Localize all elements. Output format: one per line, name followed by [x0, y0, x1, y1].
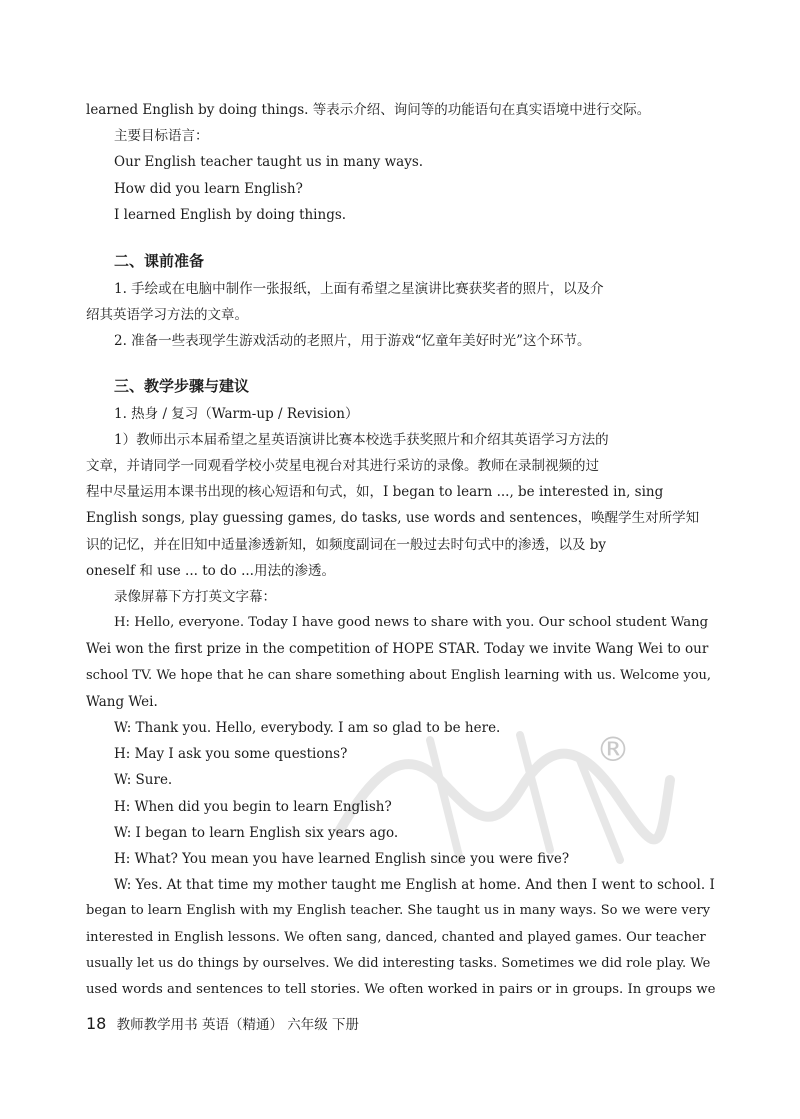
- step-paragraph-line: English songs, play guessing games, do tasks, use words and sentences，唤醒学生对所学知: [86, 510, 700, 527]
- dialogue-line: H: May I ask you some questions?: [114, 746, 348, 763]
- dialogue-line: H: Hello, everyone. Today I have good news to share with you. Our school student Wang: [114, 615, 709, 631]
- prep-item-line: 1. 手绘或在电脑中制作一张报纸，上面有希望之星演讲比赛获奖者的照片，以及介: [114, 281, 604, 298]
- intro-line: learned English by doing things. 等表示介绍、询问等的功能语句在真实语境中进行交际。: [86, 102, 651, 118]
- prep-item-line: 绍其英语学习方法的文章。: [86, 307, 248, 324]
- page-number: 18: [86, 1014, 107, 1033]
- prep-item-line: 2. 准备一些表现学生游戏活动的老照片，用于游戏“忆童年美好时光”这个环节。: [114, 333, 591, 350]
- dialogue-line: usually let us do things by ourselves. We did interesting tasks. Sometimes we did role play. We: [86, 955, 711, 971]
- dialogue-line: used words and sentences to tell stories. We often worked in pairs or in groups. In groups we: [86, 982, 716, 998]
- target-sentence: I learned English by doing things.: [114, 206, 347, 223]
- section-heading-steps: 三、教学步骤与建议: [114, 376, 250, 395]
- dialogue-line: interested in English lessons. We often sang, danced, chanted and played games. Our teacher: [86, 929, 706, 945]
- step-paragraph-line: 1）教师出示本届希望之星英语演讲比赛本校选手获奖照片和介绍其英语学习方法的: [114, 431, 609, 448]
- dialogue-line: H: When did you begin to learn English?: [114, 798, 392, 815]
- dialogue-line: school TV. We hope that he can share something about English learning with us. Welcome you,: [86, 667, 712, 683]
- dialogue-line: W: Yes. At that time my mother taught me English at home. And then I went to school. I: [114, 877, 715, 894]
- caption-note: 录像屏幕下方打英文字幕：: [114, 589, 276, 606]
- dialogue-line: Wang Wei.: [86, 693, 158, 710]
- book-title: 教师教学用书 英语（精通） 六年级 下册: [116, 1017, 360, 1033]
- dialogue-line: Wei won the first prize in the competition of HOPE STAR. Today we invite Wang Wei to our: [86, 641, 709, 658]
- step-paragraph-line: 程中尽量运用本课书出现的核心短语和句式，如，I began to learn ..., be interested in, sing: [86, 484, 664, 501]
- main-text: [86, 97, 716, 1003]
- target-sentence: Our English teacher taught us in many ways.: [114, 154, 424, 171]
- dialogue-line: W: Thank you. Hello, everybody. I am so glad to be here.: [114, 720, 501, 737]
- registered-mark: ®: [596, 730, 630, 770]
- dialogue-line: W: Sure.: [114, 772, 173, 789]
- target-sentence: How did you learn English?: [114, 180, 303, 197]
- dialogue-line: began to learn English with my English teacher. She taught us in many ways. So we were very: [86, 903, 711, 919]
- section-heading-preparation: 二、课前准备: [114, 252, 205, 271]
- step-paragraph-line: 文章，并请同学一同观看学校小荧星电视台对其进行采访的录像。教师在录制视频的过: [86, 458, 599, 475]
- dialogue-line: H: What? You mean you have learned English since you were five?: [114, 851, 570, 868]
- page-footer: [86, 1013, 359, 1033]
- step-subheading: 1. 热身 / 复习（Warm-up / Revision）: [114, 405, 359, 422]
- step-paragraph-line: oneself 和 use ... to do ...用法的渗透。: [86, 562, 335, 579]
- dialogue-line: W: I began to learn English six years ago.: [114, 824, 399, 841]
- target-language-label: 主要目标语言：: [114, 128, 209, 145]
- step-paragraph-line: 识的记忆，并在旧知中适量渗透新知，如频度副词在一般过去时句式中的渗透，以及 by: [86, 536, 607, 553]
